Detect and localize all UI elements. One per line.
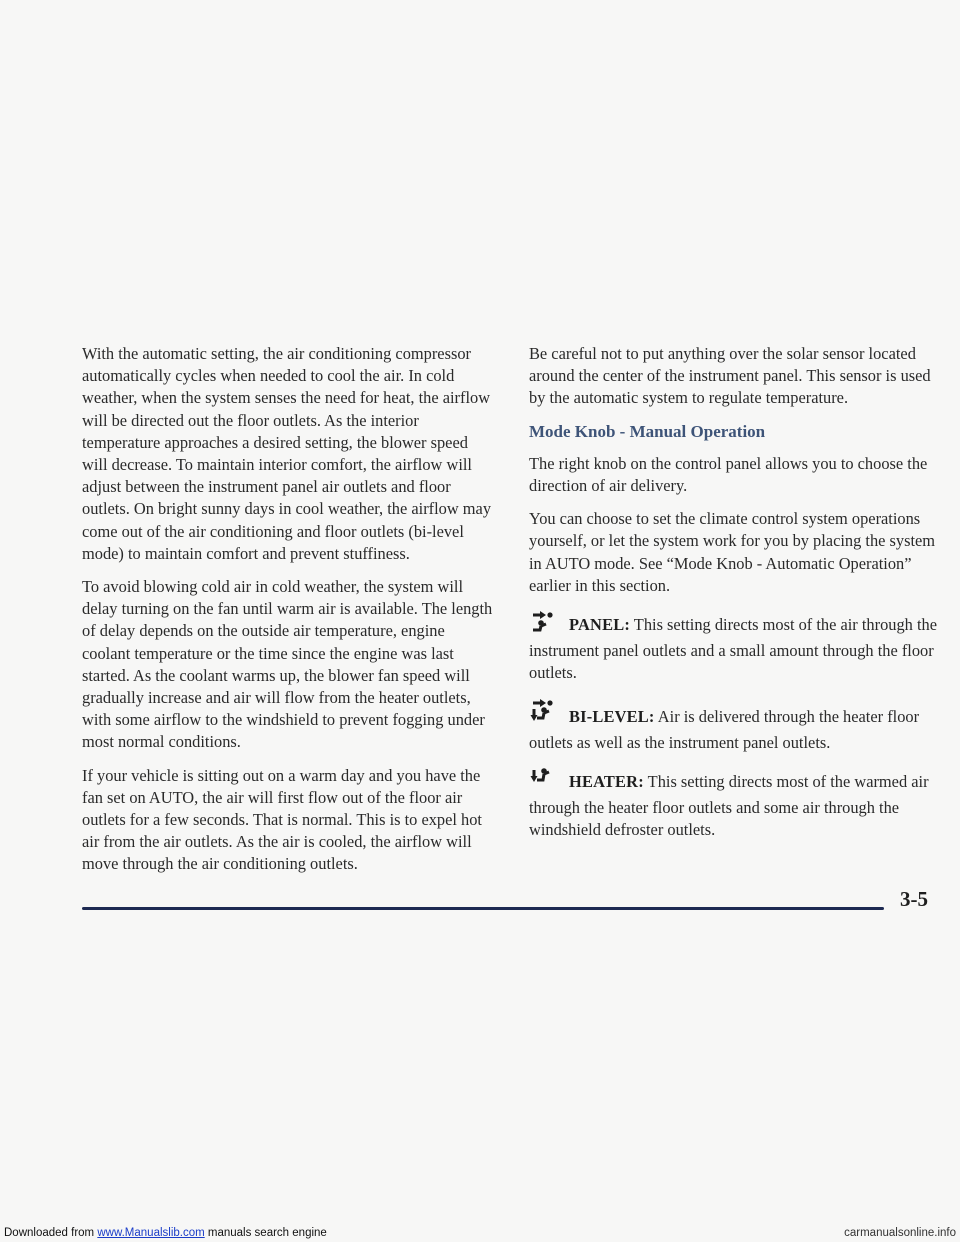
paragraph-manual-operation: You can choose to set the climate control system operations yourself, or let the system work for you by placing the system in AUTO mode. See “Mode Knob - Automatic Operation” earlier in this section. — [529, 509, 936, 595]
paragraph-warm-day: If your vehicle is sitting out on a warm day and you have the fan set on AUTO, the air will first flow out of the floor air outlets for a few seconds. That is normal. This is to expel hot air from the air outlets. As the air is cooled, the airflow will move through the air conditioning outlets. — [82, 765, 482, 874]
paragraph-auto-setting: With the automatic setting, the air conditioning compressor automatically cycles when needed to cool the air. In cold weather, when the system senses the need for heat, the airflow will be directed out the floor outlets. As the interior temperature approaches a desired setting, the blower speed will decrease. To maintain interior comfort, the airflow will adjust between the instrument panel air outlets and floor outlets. On bright sunny days in cool weather, the airflow may come out of the air conditioning and floor outlets (bi-level mode) to maintain comfort and prevent stuffiness. — [82, 344, 492, 563]
manualslib-link[interactable]: www.Manualslib.com — [97, 1227, 205, 1239]
right-column — [529, 343, 939, 853]
mode-text-panel: This setting directs most of the air through the instrument panel outlets and a small amount through the floor outlets. — [529, 615, 937, 683]
footer — [0, 1227, 960, 1242]
mode-label-heater: HEATER: — [569, 772, 644, 792]
mode-text-bi-level: Air is delivered through the heater floor outlets as well as the instrument panel outlets. — [529, 706, 920, 752]
bi-level-mode-icon — [529, 696, 559, 732]
footer-download-note — [4, 1227, 327, 1239]
page-number: 3-5 — [900, 887, 928, 911]
paragraph-cold-weather-delay: To avoid blowing cold air in cold weather, the system will delay turning on the fan until warm air is available. The length of delay depends on the outside air temperature, engine coolant temperature or the time since the engine was last started. As the coolant warms up, the blower fan speed will gradually increase and air will flow from the heater outlets, with some airflow to the windshield to prevent fogging under most normal conditions. — [82, 577, 493, 752]
footer-watermark: carmanualsonline.info — [844, 1227, 956, 1239]
section-heading: Mode Knob - Manual Operation — [529, 421, 766, 441]
heater-mode-icon — [529, 765, 559, 797]
left-column — [82, 343, 494, 887]
panel-mode-icon — [529, 608, 559, 640]
mode-label-panel: PANEL: — [569, 615, 630, 635]
mode-bi-level — [529, 696, 939, 754]
footer-prefix: Downloaded from — [4, 1227, 98, 1239]
paragraph-right-knob: The right knob on the control panel allows you to choose the direction of air delivery. — [529, 453, 928, 496]
footer-suffix: manuals search engine — [204, 1227, 327, 1239]
mode-heater — [529, 765, 939, 842]
mode-label-bi-level: BI-LEVEL: — [569, 706, 655, 726]
page-rule — [82, 907, 884, 910]
mode-text-heater: This setting directs most of the warmed air through the heater floor outlets and some air through the windshield defroster outlets. — [529, 772, 929, 840]
paragraph-solar-sensor: Be careful not to put anything over the solar sensor located around the center of the instrument panel. This sensor is used by the automatic system to regulate temperature. — [529, 344, 931, 408]
mode-panel — [529, 608, 939, 685]
